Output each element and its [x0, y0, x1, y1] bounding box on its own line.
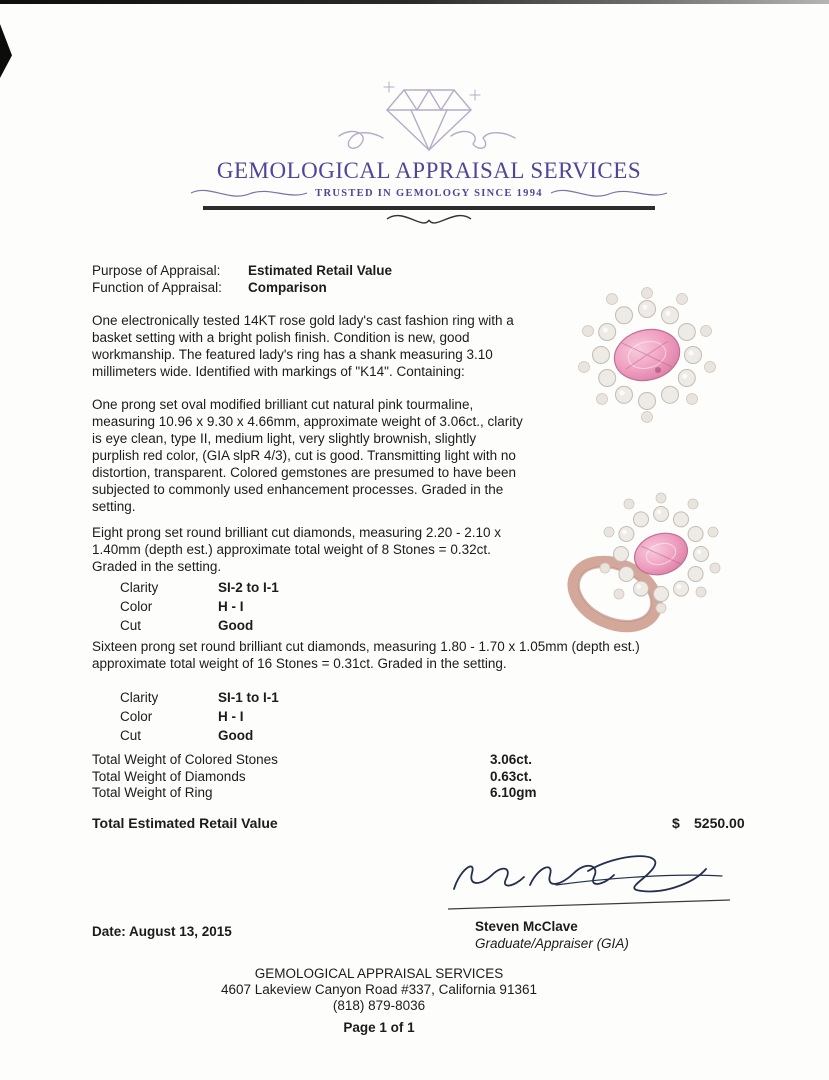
appraisal-meta	[92, 262, 392, 296]
grading-value: SI-1 to I-1	[218, 690, 279, 705]
document-header	[203, 78, 655, 230]
tourmaline-description: One prong set oval modified brilliant cut natural pink tourmaline, measuring 10.96 x 9.30 x 4.66mm, approximate weight of 3.06ct., clarity is eye clean, type II, medium light, very slightly brownish, slightly purplish red color, (GIA slpR 4/3), cut is good. Transmitting light with no distortion, transparent. Colored gemstones are presumed to have been subjected to commonly used enhancement processes. Graded in the setting.	[92, 397, 523, 514]
grading-value: Good	[218, 618, 254, 633]
total-label: Total Weight of Diamonds	[92, 768, 246, 784]
page-number: Page 1 of 1	[343, 1020, 415, 1035]
retail-amount: 5250.00	[694, 815, 745, 831]
ring-photo-top-view	[572, 285, 722, 430]
grading-label: Color	[120, 709, 153, 724]
retail-currency: $	[672, 815, 680, 831]
ring-description: One electronically tested 14KT rose gold lady's cast fashion ring with a basket setting with a bright polish finish. Condition is new, good workmanship. The featured lady's ring has a shank measuring 3.10 millimeters wide. Identified with markings of "K14". Containing:	[92, 313, 514, 379]
footer-phone: (818) 879-8036	[332, 998, 426, 1013]
grading-value: H - I	[218, 599, 244, 614]
grading-label: Color	[120, 599, 153, 614]
footer-address: 4607 Lakeview Canyon Road #337, California 91361	[221, 982, 537, 997]
sixteen-diamonds-description: Sixteen prong set round brilliant cut diamonds, measuring 1.80 - 1.70 x 1.05mm (depth est.) approximate total weight of 16 Stones = 0.31ct. Graded in the setting.	[92, 639, 640, 671]
grading-value: Good	[218, 728, 254, 743]
appraiser-name: Steven McClave	[475, 919, 578, 934]
ring-photo-side-view	[553, 492, 723, 647]
function-label: Function of Appraisal:	[92, 280, 222, 295]
total-value: 6.10gm	[490, 785, 537, 800]
grading-value: SI-2 to I-1	[218, 580, 279, 595]
totals-table	[92, 752, 537, 802]
purpose-value: Estimated Retail Value	[248, 263, 393, 278]
appraisal-date: Date: August 13, 2015	[92, 924, 232, 939]
total-value: 3.06ct.	[490, 752, 533, 767]
scan-top-edge	[0, 0, 829, 4]
tagline-flourish-right-icon	[549, 187, 669, 199]
retail-value-label: Total Estimated Retail Value	[92, 815, 278, 831]
tagline-row	[189, 187, 669, 199]
signature-image	[438, 845, 748, 920]
function-value: Comparison	[248, 280, 327, 295]
purpose-label: Purpose of Appraisal:	[92, 263, 221, 278]
total-label: Total Weight of Ring	[92, 785, 213, 800]
header-tagline: TRUSTED IN GEMOLOGY SINCE 1994	[315, 187, 543, 199]
eight-diamonds-description: Eight prong set round brilliant cut diamonds, measuring 2.20 - 2.10 x 1.40mm (depth est.) approximate total weight of 8 Stones = 0.32ct. Graded in the setting.	[92, 525, 501, 574]
tagline-flourish-left-icon	[189, 187, 309, 199]
footer-org-name: GEMOLOGICAL APPRAISAL SERVICES	[254, 966, 504, 981]
scan-corner-mark	[0, 24, 12, 78]
total-label: Total Weight of Colored Stones	[92, 752, 278, 767]
document-footer	[0, 966, 758, 1036]
diamond-logo-icon	[309, 78, 549, 156]
appraiser-title: Graduate/Appraiser (GIA)	[475, 936, 629, 951]
grading-label: Cut	[120, 618, 142, 633]
header-org-name: GEMOLOGICAL APPRAISAL SERVICES	[216, 158, 642, 183]
grading-table-first	[120, 578, 279, 635]
grading-table-second	[120, 688, 279, 745]
appraiser-block	[475, 919, 629, 951]
grading-label: Clarity	[120, 690, 159, 705]
header-ornament-icon	[381, 210, 477, 230]
grading-label: Clarity	[120, 580, 159, 595]
grading-value: H - I	[218, 709, 244, 724]
total-value: 0.63ct.	[490, 768, 533, 784]
grading-label: Cut	[120, 728, 142, 743]
signature-line	[448, 900, 730, 909]
